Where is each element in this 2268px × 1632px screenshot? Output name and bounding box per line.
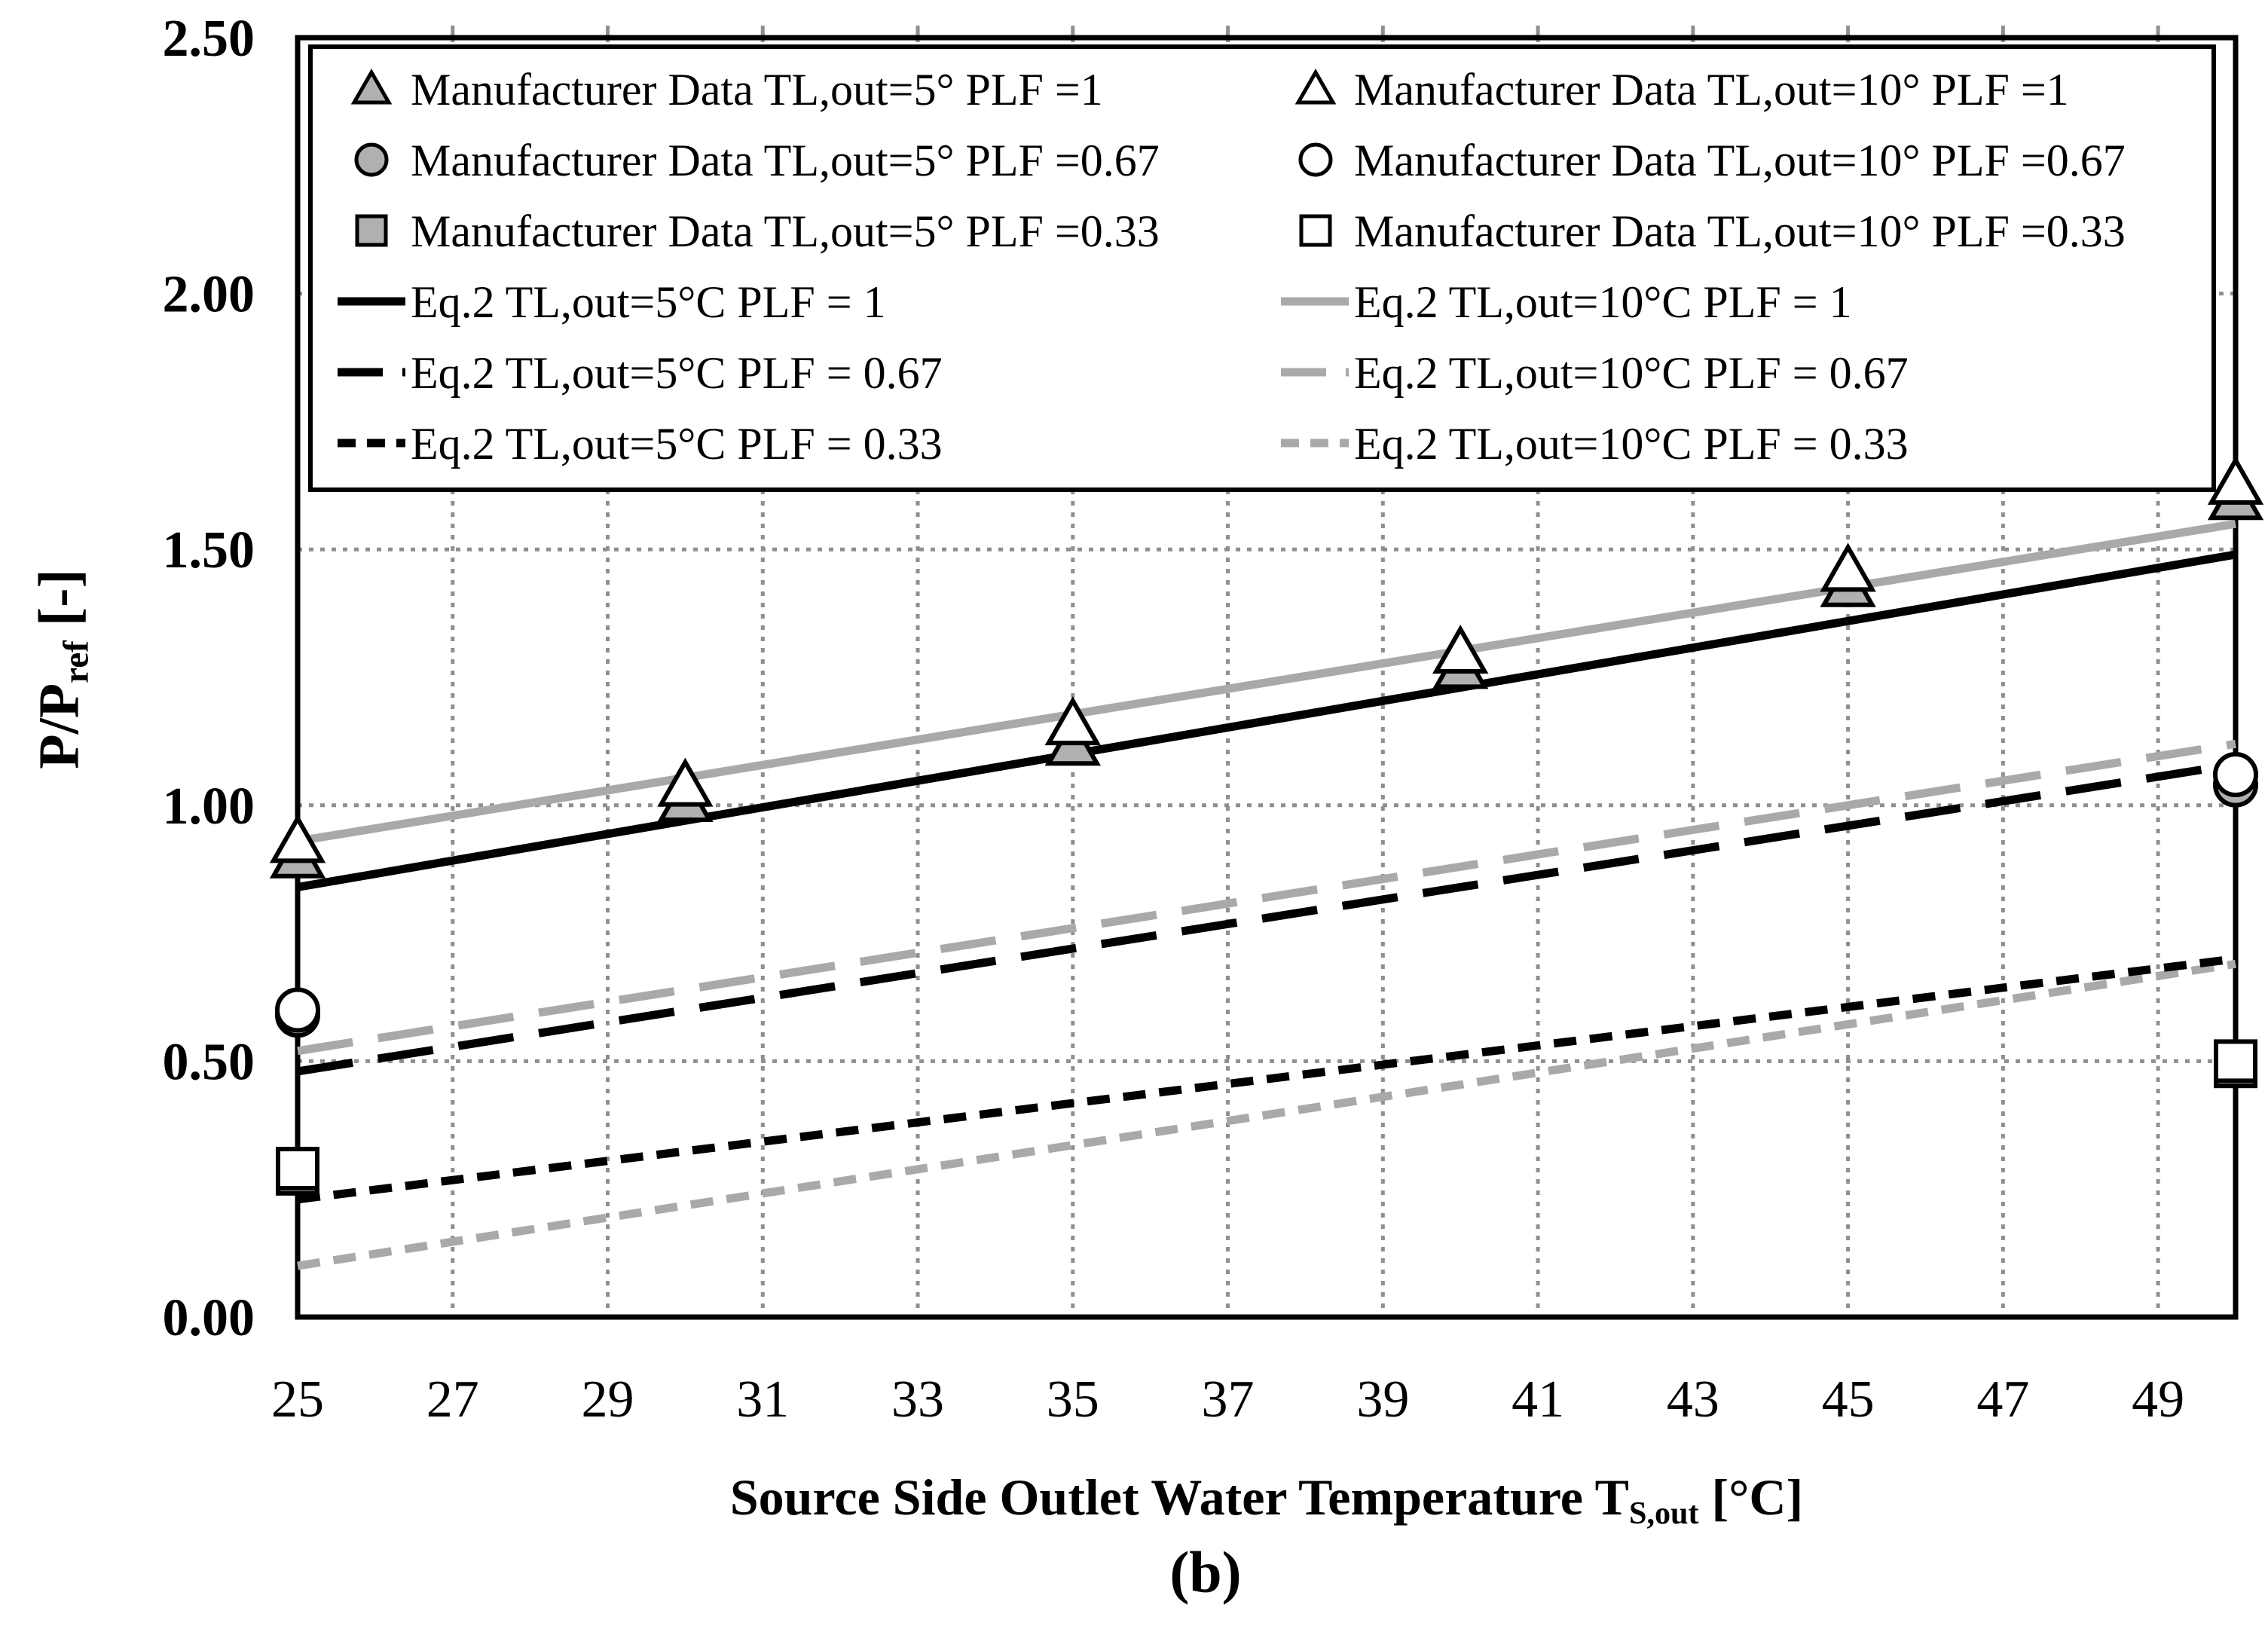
y-axis-title-subscript: ref — [57, 640, 96, 683]
legend-col2-row6-label: Eq.2 TL,out=10°C PLF = 0.33 — [1354, 419, 1909, 469]
y-tick-label-2.50: 2.50 — [162, 10, 255, 68]
legend-col1-row5-label: Eq.2 TL,out=5°C PLF = 0.67 — [411, 348, 943, 398]
legend-col2-row1-label: Manufacturer Data TL,out=10° PLF =1 — [1354, 65, 2069, 115]
x-tick-label-35: 35 — [1046, 1371, 1099, 1429]
y-tick-label-2.00: 2.00 — [162, 265, 255, 324]
legend-col2-row2-label: Manufacturer Data TL,out=10° PLF =0.67 — [1354, 136, 2126, 185]
y-axis-title-unit: [-] — [27, 569, 91, 641]
legend-col1-row6-label: Eq.2 TL,out=5°C PLF = 0.33 — [411, 419, 943, 469]
x-tick-label-37: 37 — [1201, 1371, 1255, 1429]
legend-col2-row2-circle-marker — [1301, 145, 1331, 175]
legend-col1-row1-label: Manufacturer Data TL,out=5° PLF =1 — [411, 65, 1103, 115]
figure-caption: (b) — [1169, 1539, 1242, 1605]
legend-col1-row3-label: Manufacturer Data TL,out=5° PLF =0.33 — [411, 206, 1160, 256]
x-axis-title — [298, 1468, 2236, 1532]
x-tick-label-29: 29 — [581, 1371, 634, 1429]
x-axis-title-main: Source Side Outlet Water Temperature T — [729, 1468, 1629, 1526]
x-tick-label-31: 31 — [736, 1371, 790, 1429]
marker-square-white-x25 — [278, 1149, 317, 1188]
legend-col2-row4-label: Eq.2 TL,out=10°C PLF = 1 — [1354, 277, 1852, 327]
legend-col2-row3-square-marker — [1301, 216, 1330, 245]
x-tick-label-27: 27 — [426, 1371, 479, 1429]
y-tick-label-1.00: 1.00 — [162, 777, 255, 836]
legend-col1-row4-label: Eq.2 TL,out=5°C PLF = 1 — [411, 277, 886, 327]
legend-col2-row5-label: Eq.2 TL,out=10°C PLF = 0.67 — [1354, 348, 1909, 398]
y-tick-label-1.50: 1.50 — [162, 521, 255, 580]
x-tick-label-43: 43 — [1666, 1371, 1719, 1429]
legend-col1-row2-label: Manufacturer Data TL,out=5° PLF =0.67 — [411, 136, 1160, 185]
legend-col1-row2-circle-marker — [356, 145, 387, 175]
x-tick-label-33: 33 — [891, 1371, 945, 1429]
legend-col2-row3-label: Manufacturer Data TL,out=10° PLF =0.33 — [1354, 206, 2126, 256]
marker-circle-white-x50 — [2215, 754, 2256, 795]
x-axis-title-subscript: S,out — [1629, 1495, 1699, 1531]
legend-col1-row3-square-marker — [357, 216, 386, 245]
x-tick-label-25: 25 — [271, 1371, 324, 1429]
y-axis-title-main: P/P — [27, 683, 91, 769]
x-tick-label-49: 49 — [2132, 1371, 2185, 1429]
y-tick-label-0.00: 0.00 — [162, 1289, 255, 1347]
x-tick-label-39: 39 — [1356, 1371, 1410, 1429]
x-axis-title-unit: [°C] — [1698, 1468, 1804, 1526]
y-axis-title — [26, 569, 96, 769]
x-tick-label-41: 41 — [1511, 1371, 1565, 1429]
y-tick-label-0.50: 0.50 — [162, 1033, 255, 1092]
x-tick-label-47: 47 — [1976, 1371, 2030, 1429]
marker-circle-white-x25 — [277, 989, 318, 1030]
marker-square-white-x50 — [2216, 1041, 2255, 1080]
x-tick-label-45: 45 — [1821, 1371, 1875, 1429]
